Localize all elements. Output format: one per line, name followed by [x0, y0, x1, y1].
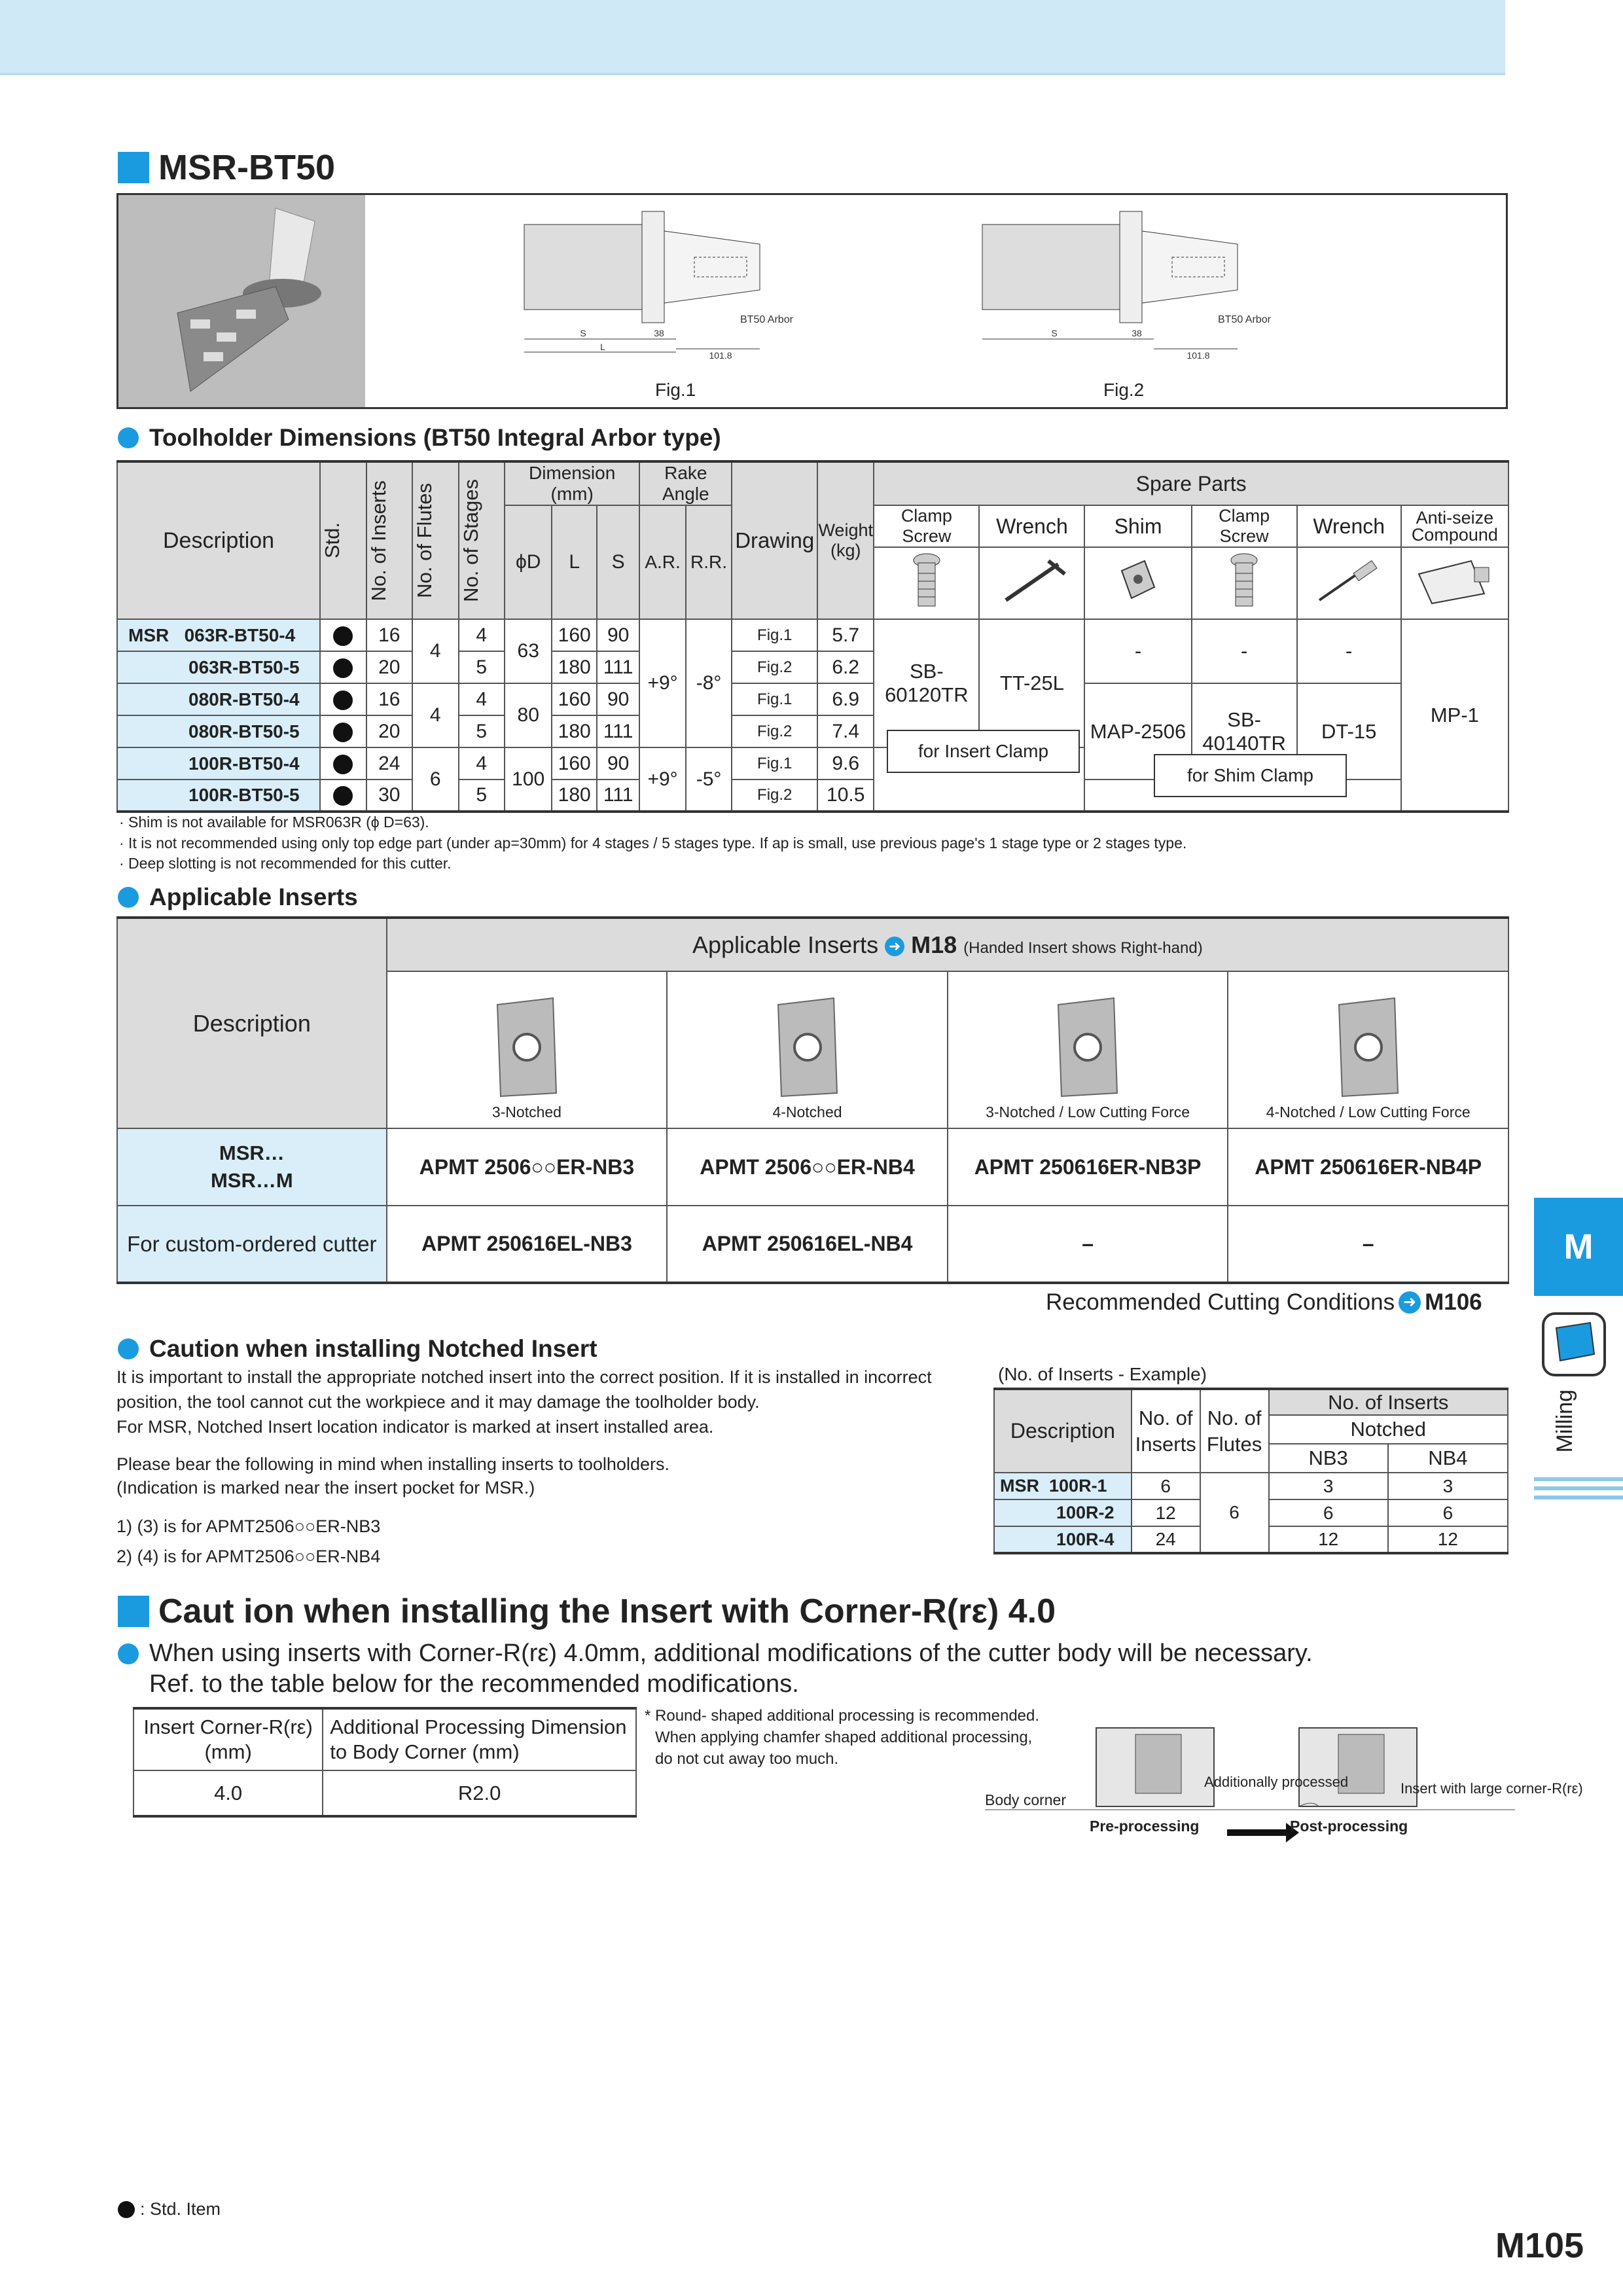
table-cell: 6 — [1200, 1473, 1269, 1553]
example-row-desc: 100R-4 — [994, 1526, 1132, 1553]
table-row-desc: 100R-BT50-4 — [117, 747, 320, 780]
svg-text:L: L — [600, 342, 605, 352]
table-cell: 180 — [552, 715, 596, 747]
col-s: S — [597, 505, 639, 619]
table-cell: +9° — [639, 619, 685, 747]
table-cell: 16 — [366, 683, 412, 715]
insert-3-notched-icon — [491, 995, 563, 1100]
example-col-nb3: NB3 — [1269, 1444, 1388, 1473]
col-flutes: No. of Flutes — [413, 483, 437, 598]
fig1-label: Fig.1 — [655, 380, 696, 400]
table-cell: -8° — [686, 619, 732, 747]
example-col-nb4: NB4 — [1388, 1444, 1508, 1473]
table-cell: 90 — [597, 619, 639, 651]
example-col-flutes: No. of Flutes — [1200, 1389, 1269, 1473]
clamp-screw-icon — [910, 551, 943, 610]
table-cell: 12 — [1269, 1526, 1388, 1553]
table-cell: 4 — [412, 619, 458, 683]
table-cell: 12 — [1132, 1499, 1200, 1526]
table-cell: 3 — [1269, 1473, 1388, 1499]
insert-code: APMT 250616ER-NB4P — [1228, 1128, 1508, 1206]
col-rr: R.R. — [686, 505, 732, 619]
col-inserts: No. of Inserts — [366, 480, 390, 601]
insert-3-notched-lcf-icon — [1052, 995, 1124, 1100]
caution2-line1: When using inserts with Corner-R(rε) 4.0mm, additional modifications of the cutter body will be necessary. — [118, 1640, 1313, 1668]
example-col-description: Description — [994, 1389, 1132, 1473]
std-dot-icon — [333, 786, 353, 806]
table-cell: 9.6 — [817, 747, 874, 780]
svg-text:38: 38 — [654, 328, 664, 338]
col-rake: Rake Angle — [639, 461, 732, 505]
table-cell: 20 — [366, 651, 412, 683]
header-band — [0, 0, 1505, 75]
table-cell: 111 — [597, 715, 639, 747]
table-row-desc: 100R-BT50-5 — [117, 780, 320, 812]
table-cell: 180 — [552, 780, 596, 812]
shim-clamp-label: for Shim Clamp — [1154, 754, 1347, 797]
table-cell: 6 — [1388, 1499, 1508, 1526]
section-title — [118, 147, 335, 188]
table-cell: 24 — [1132, 1526, 1200, 1553]
antiseize-tube-icon — [1412, 554, 1497, 607]
bullet-icon — [118, 427, 139, 448]
caution1-p1: It is important to install the appropriate notched insert into the correct position. If it is installed in incorrect position, the tool cannot cut the workpiece and it may damage the toolholder body. — [116, 1367, 932, 1412]
corner-r-notes: * Round- shaped additional processing is recommended. When applying chamfer shaped additional processing, do not cut away too much. — [645, 1707, 1040, 1768]
table-cell: 6 — [1269, 1499, 1388, 1526]
figure-panel — [116, 193, 1508, 409]
shim-icon — [1115, 558, 1161, 603]
col-drawing: Drawing — [732, 461, 817, 619]
table-cell: - — [1297, 619, 1401, 683]
svg-text:BT50 Arbor: BT50 Arbor — [1218, 314, 1271, 325]
std-dot-icon — [333, 691, 353, 710]
toolholder-heading-text: Toolholder Dimensions (BT50 Integral Arbor type) — [149, 424, 721, 451]
std-dot-icon — [333, 755, 353, 774]
table-cell: 100 — [505, 747, 552, 812]
table-row-desc: 080R-BT50-5 — [117, 715, 320, 747]
table-cell: 180 — [552, 651, 596, 683]
corner-r-table — [133, 1707, 637, 1818]
col-wrench: Wrench — [979, 505, 1084, 547]
fig1-drawing — [485, 205, 878, 362]
table-cell: Fig.1 — [732, 683, 817, 715]
page-number: M105 — [1495, 2226, 1584, 2265]
caution1-heading: Caution when installing Notched Insert — [118, 1335, 597, 1363]
col-antiseize: Anti-seize Compound — [1401, 505, 1508, 547]
caution2-line2: Ref. to the table below for the recommended modifications. — [149, 1670, 799, 1698]
cutter-photo-icon — [118, 195, 365, 407]
std-item-legend: : Std. Item — [118, 2199, 221, 2219]
spare-clamp-screw-2: SB-40140TR — [1192, 683, 1297, 780]
table-cell: 80 — [505, 683, 552, 747]
toolholder-heading — [118, 424, 721, 452]
bullet-icon — [118, 1338, 139, 1359]
title-square-icon — [118, 152, 149, 183]
svg-text:Insert with large corner-R(rε): Insert with large corner-R(rε) — [1400, 1780, 1583, 1797]
corner-r-header: Insert Corner-R(rε) (mm) — [134, 1708, 323, 1770]
table-cell: 160 — [552, 619, 596, 651]
table-cell: 4 — [459, 747, 505, 780]
inserts-header: Applicable Inserts ➜ M18 (Handed Insert shows Right-hand) — [387, 918, 1508, 971]
insert-4-notched-lcf-icon — [1332, 995, 1404, 1100]
fig2-drawing — [943, 205, 1336, 362]
processing-diagram — [985, 1715, 1583, 1846]
table-row-desc: 063R-BT50-5 — [117, 651, 320, 683]
caution1-item2: 2) (4) is for APMT2506○○ER-NB4 — [116, 1547, 381, 1566]
insert-type-4: 4-Notched / Low Cutting Force — [1228, 971, 1508, 1128]
col-ar: A.R. — [639, 505, 685, 619]
table-cell: 160 — [552, 683, 596, 715]
example-col-inserts: No. of Inserts — [1132, 1389, 1200, 1473]
insert-code: APMT 2506○○ER-NB4 — [667, 1128, 948, 1206]
table-cell: 12 — [1388, 1526, 1508, 1553]
table-cell: 90 — [597, 683, 639, 715]
svg-text:BT50 Arbor: BT50 Arbor — [740, 314, 793, 325]
milling-icon — [1538, 1308, 1610, 1380]
table-cell: Fig.2 — [732, 651, 817, 683]
svg-text:101.8: 101.8 — [709, 350, 732, 361]
svg-text:Additionally processed: Additionally processed — [1204, 1774, 1349, 1790]
spare-antiseize: MP-1 — [1401, 619, 1508, 812]
milling-label: Milling — [1552, 1390, 1577, 1453]
table-cell: 6.9 — [817, 683, 874, 715]
insert-type-3: 3-Notched / Low Cutting Force — [948, 971, 1228, 1128]
processing-value: R2.0 — [323, 1770, 636, 1816]
note-3: · Deep slotting is not recommended for this cutter. — [119, 855, 452, 872]
milling-side-panel — [1534, 1306, 1623, 1476]
corner-r-value: 4.0 — [134, 1770, 323, 1816]
table-cell: 10.5 — [817, 780, 874, 812]
table-cell: 7.4 — [817, 715, 874, 747]
insert-code: APMT 250616EL-NB3 — [387, 1206, 668, 1283]
insert-code: – — [948, 1206, 1228, 1283]
table-cell: 5.7 — [817, 619, 874, 651]
insert-code: APMT 250616EL-NB4 — [667, 1206, 948, 1283]
col-spare-parts: Spare Parts — [874, 461, 1508, 505]
table-cell: 90 — [597, 747, 639, 780]
section-tab-m[interactable]: M — [1534, 1198, 1623, 1296]
table-cell: 6 — [412, 747, 458, 812]
table-cell: 5 — [459, 651, 505, 683]
table-cell: - — [1084, 619, 1191, 683]
table-cell: 5 — [459, 715, 505, 747]
svg-text:S: S — [580, 328, 586, 338]
table-cell: 16 — [366, 619, 412, 651]
table-row-desc: 080R-BT50-4 — [117, 683, 320, 715]
table-cell: Fig.1 — [732, 747, 817, 780]
inserts-heading — [118, 884, 358, 911]
bullet-icon — [118, 1643, 139, 1664]
inserts-row1-label: MSR… MSR…M — [117, 1128, 387, 1206]
inserts-table — [116, 916, 1509, 1284]
insert-code: APMT 250616ER-NB3P — [948, 1128, 1228, 1206]
section-title-text: MSR-BT50 — [158, 148, 336, 187]
example-col-notched: Notched — [1269, 1415, 1508, 1444]
spare-wrench: TT-25L — [979, 619, 1084, 747]
svg-text:38: 38 — [1132, 328, 1142, 338]
table-cell: 4 — [459, 683, 505, 715]
table-row-desc: MSR 063R-BT50-4 — [117, 619, 320, 651]
std-dot-icon — [118, 2201, 135, 2218]
std-dot-icon — [333, 626, 353, 646]
caution1-p3: Please bear the following in mind when installing inserts to toolholders. — [116, 1454, 669, 1474]
table-cell: 4 — [459, 619, 505, 651]
table-cell: 111 — [597, 651, 639, 683]
table-cell: 30 — [366, 780, 412, 812]
insert-4-notched-icon — [772, 995, 844, 1100]
example-row-desc: 100R-2 — [994, 1499, 1132, 1526]
caution1-p2: For MSR, Notched Insert location indicator is marked at insert installed area. — [116, 1417, 714, 1437]
svg-text:101.8: 101.8 — [1186, 350, 1210, 361]
svg-text:Body corner: Body corner — [985, 1791, 1067, 1808]
table-cell: Fig.2 — [732, 715, 817, 747]
table-cell: Fig.2 — [732, 780, 817, 812]
col-phid: ϕD — [505, 505, 552, 619]
table-cell: 111 — [597, 780, 639, 812]
table-cell: 4 — [412, 683, 458, 747]
spare-shim: MAP-2506 — [1084, 683, 1191, 780]
table-cell: 3 — [1388, 1473, 1508, 1499]
table-cell: +9° — [639, 747, 685, 812]
fig2-label: Fig.2 — [1103, 380, 1145, 400]
std-dot-icon — [333, 658, 353, 678]
clamp-screw-2-icon — [1228, 551, 1260, 610]
title-square-icon — [118, 1596, 149, 1627]
svg-text:Pre-processing: Pre-processing — [1090, 1818, 1200, 1835]
svg-text:Post-processing: Post-processing — [1290, 1818, 1408, 1835]
insert-clamp-label: for Insert Clamp — [887, 730, 1080, 773]
col-clamp-screw: Clamp Screw — [874, 505, 979, 547]
table-cell: Fig.1 — [732, 619, 817, 651]
table-cell: 63 — [505, 619, 552, 683]
inserts-ref-link[interactable]: M18 — [911, 931, 957, 958]
example-caption: (No. of Inserts - Example) — [998, 1364, 1207, 1384]
wrench-icon — [993, 554, 1071, 607]
insert-type-1: 3-Notched — [387, 971, 668, 1128]
table-cell: -5° — [686, 747, 732, 812]
recommended-link[interactable]: Recommended Cutting Conditions ➜ M106 — [1046, 1289, 1482, 1315]
col-std: Std. — [321, 522, 344, 559]
spare-clamp-screw: SB-60120TR — [874, 619, 979, 747]
note-2: · It is not recommended using only top edge part (under ap=30mm) for 4 stages / 5 stages type. If ap is small, use previous page's 1 stage type or 2 stages type. — [119, 834, 1187, 852]
product-photo — [118, 195, 365, 407]
note-1: · Shim is not available for MSR063R (ϕ D=63). — [119, 814, 429, 831]
col-description: Description — [117, 461, 320, 619]
inserts-row2-label: For custom-ordered cutter — [117, 1206, 387, 1283]
col-wrench-2: Wrench — [1297, 505, 1401, 547]
spare-wrench-2: DT-15 — [1297, 683, 1401, 780]
insert-type-2: 4-Notched — [667, 971, 948, 1128]
col-shim: Shim — [1084, 505, 1191, 547]
col-dimension: Dimension (mm) — [505, 461, 639, 505]
example-row-desc: MSR 100R-1 — [994, 1473, 1132, 1499]
inserts-heading-text: Applicable Inserts — [149, 884, 358, 910]
table-cell: 24 — [366, 747, 412, 780]
std-dot-icon — [333, 723, 353, 742]
processing-header: Additional Processing Dimension to Body Corner (mm) — [323, 1708, 636, 1770]
table-cell: 20 — [366, 715, 412, 747]
caution2-heading: Caut ion when installing the Insert with Corner-R(rε) 4.0 — [118, 1592, 1056, 1631]
col-clamp-screw-2: Clamp Screw — [1192, 505, 1297, 547]
inserts-description-header: Description — [117, 918, 387, 1128]
screwdriver-icon — [1310, 554, 1388, 607]
insert-code: APMT 2506○○ER-NB3 — [387, 1128, 668, 1206]
table-cell: 6.2 — [817, 651, 874, 683]
col-l: L — [552, 505, 596, 619]
caution1-item1: 1) (3) is for APMT2506○○ER-NB3 — [116, 1516, 381, 1536]
arrow-right-icon: ➜ — [885, 937, 904, 956]
bullet-icon — [118, 887, 139, 908]
col-weight: Weight (kg) — [817, 461, 874, 619]
example-col-notched-top: No. of Inserts — [1269, 1389, 1508, 1415]
svg-text:S: S — [1051, 328, 1058, 338]
insert-code: – — [1228, 1206, 1508, 1283]
arrow-right-icon: ➜ — [1399, 1291, 1421, 1314]
col-stages: No. of Stages — [459, 479, 482, 602]
caution1-p4: (Indication is marked near the insert pocket for MSR.) — [116, 1478, 535, 1498]
table-cell: - — [1192, 619, 1297, 683]
example-table — [993, 1388, 1508, 1554]
table-cell: 6 — [1132, 1473, 1200, 1499]
table-cell: 5 — [459, 780, 505, 812]
table-cell: 160 — [552, 747, 596, 780]
